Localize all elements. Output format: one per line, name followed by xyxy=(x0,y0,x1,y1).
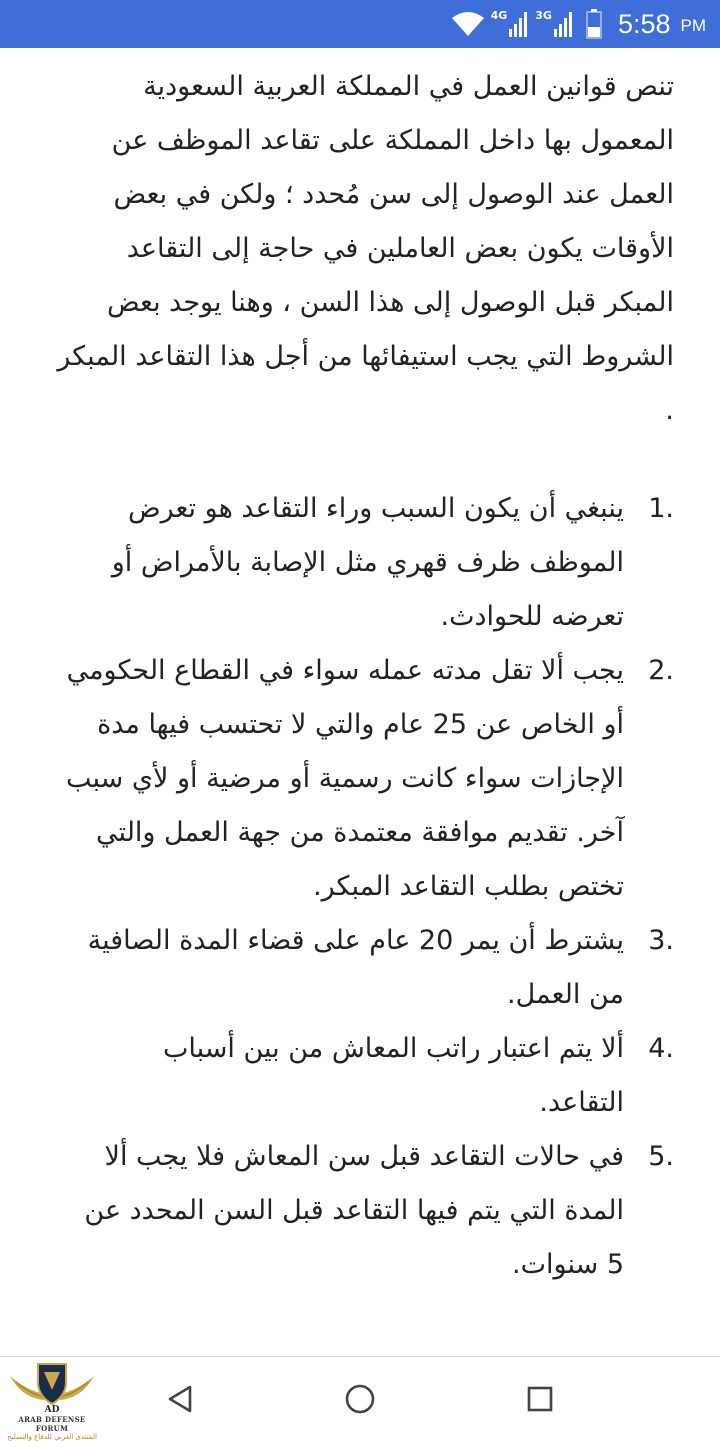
intro-paragraph: تنص قوانين العمل في المملكة العربية السعودية المعمول بها داخل المملكة على تقاعد الموظف عن العمل عند الوصول إلى سن مُحدد ؛ ولكن في بعض الأوقات يكون بعض العاملين في حاجة إلى التقاعد المبكر قبل الوصول إلى هذا السن ، وهنا يوجد بعض الشروط التي يجب استيفائها من أجل هذا التقاعد المبكر . xyxy=(57,71,674,426)
wifi-icon xyxy=(451,10,485,38)
status-bar xyxy=(0,0,720,48)
article-content xyxy=(52,60,674,1292)
clock-am-pm: PM xyxy=(680,16,706,35)
watermark-arabic-text: المنتدى العربي للدفاع والتسليح xyxy=(7,1433,97,1441)
recent-apps-square-icon xyxy=(526,1385,554,1413)
list-item xyxy=(52,644,674,914)
list-item-number: 3. xyxy=(648,925,674,956)
signal-icon xyxy=(554,11,574,37)
home-button[interactable] xyxy=(332,1371,388,1427)
clock-time: 5:58 xyxy=(617,8,671,39)
eagle-shield-logo-icon xyxy=(4,1360,100,1414)
list-item-number: 2. xyxy=(648,655,674,686)
home-circle-icon xyxy=(344,1383,376,1415)
back-triangle-icon xyxy=(166,1384,194,1414)
svg-text:AD: AD xyxy=(44,1405,60,1414)
list-item xyxy=(52,482,674,644)
navigation-bar xyxy=(0,1356,720,1441)
status-icons xyxy=(451,0,706,48)
watermark-english-text: ARAB DEFENSE FORUM xyxy=(18,1415,86,1433)
list-item-text: يشترط أن يمر 20 عام على قضاء المدة الصافية من العمل. xyxy=(87,925,624,1010)
list-item-text: ينبغي أن يكون السبب وراء التقاعد هو تعرض الموظف ظرف قهري مثل الإصابة بالأمراض أو تعرضه للحوادث. xyxy=(111,493,624,632)
list-item-number: 5. xyxy=(648,1141,674,1172)
signal-icon xyxy=(509,11,529,37)
list-item-number: 1. xyxy=(648,493,674,524)
recent-apps-button[interactable] xyxy=(512,1371,568,1427)
list-item xyxy=(52,1130,674,1292)
list-item-number: 4. xyxy=(648,1033,674,1064)
list-item-text: ألا يتم اعتبار راتب المعاش من بين أسباب التقاعد. xyxy=(162,1033,624,1118)
network-type-label-1: 4G xyxy=(490,8,508,22)
list-item xyxy=(52,1022,674,1130)
conditions-list xyxy=(52,482,674,1292)
list-item-text: يجب ألا تقل مدته عمله سواء في القطاع الحكومي أو الخاص عن 25 عام والتي لا تحتسب فيها مدة الإجازات سواء كانت رسمية أو مرضية أو لأي سبب آخر. تقديم موافقة معتمدة من جهة العمل والتي تختص بطلب التقاعد المبكر. xyxy=(65,655,624,902)
list-item-text: في حالات التقاعد قبل سن المعاش فلا يجب ألا المدة التي يتم فيها التقاعد قبل السن المحدد عن 5 سنوات. xyxy=(84,1141,624,1280)
list-item xyxy=(52,914,674,1022)
network-type-label-2: 3G xyxy=(535,8,552,22)
back-button[interactable] xyxy=(152,1371,208,1427)
watermark-logo xyxy=(2,1360,102,1441)
battery-icon xyxy=(586,9,602,39)
